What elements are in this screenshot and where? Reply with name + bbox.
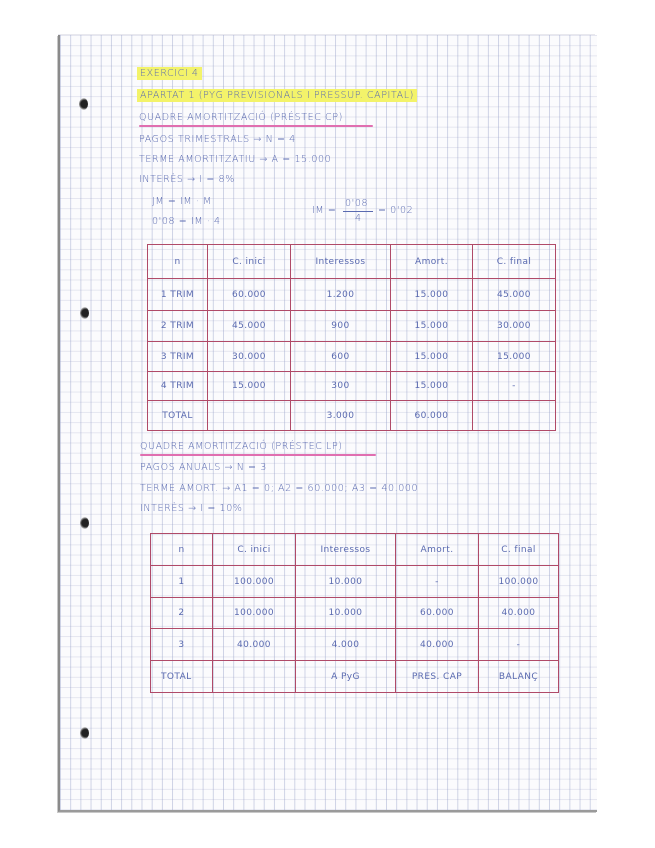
table-cell: 30.000 bbox=[208, 342, 291, 372]
section2-heading: QUADRE AMORTITZACIÓ (PRÉSTEC LP) bbox=[140, 441, 343, 452]
table-cell: 3.000 bbox=[291, 401, 391, 431]
table-cell: 2 TRIM bbox=[148, 311, 208, 342]
exercise-title: EXERCICI 4 bbox=[137, 68, 202, 79]
section1-line-term: TERME AMORTITZATIU → A = 15.000 bbox=[139, 154, 332, 165]
section1-heading-underline bbox=[139, 125, 373, 127]
table-cell: 2 bbox=[151, 598, 213, 629]
table-cell: 100.000 bbox=[479, 566, 559, 598]
section2-line-interest: INTERÈS → I = 10% bbox=[140, 503, 243, 514]
table-cell: TOTAL bbox=[151, 661, 213, 693]
binder-hole-icon bbox=[80, 517, 89, 529]
table-cell: 15.000 bbox=[473, 342, 556, 372]
column-header-amortization: Amort. bbox=[396, 534, 479, 566]
table-cell: - bbox=[479, 629, 559, 661]
table-cell: BALANÇ bbox=[479, 661, 559, 693]
fraction-bar bbox=[343, 211, 373, 212]
table-row bbox=[148, 342, 556, 372]
table-cell: 600 bbox=[291, 342, 391, 372]
table-cell: 60.000 bbox=[396, 598, 479, 629]
column-header-interest: Interessos bbox=[296, 534, 396, 566]
table-cell: 10.000 bbox=[296, 598, 396, 629]
table-cell: 60.000 bbox=[208, 279, 291, 311]
section2-heading-underline bbox=[140, 454, 376, 456]
table-cell: 40.000 bbox=[213, 629, 296, 661]
column-header-n: n bbox=[151, 534, 213, 566]
table-cell bbox=[208, 401, 291, 431]
table-total-row bbox=[151, 661, 559, 693]
section1-heading: QUADRE AMORTITZACIÓ (PRÉSTEC CP) bbox=[139, 112, 343, 123]
table-header-row bbox=[148, 245, 556, 279]
formula-im-result: = 0'02 bbox=[378, 205, 414, 216]
table-row bbox=[148, 372, 556, 401]
section1-line-interest: INTERÈS → I = 8% bbox=[139, 174, 235, 185]
table-cell: 900 bbox=[291, 311, 391, 342]
table-row bbox=[151, 566, 559, 598]
table-cell: 15.000 bbox=[391, 311, 473, 342]
table-cell: 40.000 bbox=[396, 629, 479, 661]
column-header-interest: Interessos bbox=[291, 245, 391, 279]
table-cell: 3 TRIM bbox=[148, 342, 208, 372]
table-cell: 45.000 bbox=[208, 311, 291, 342]
section2-line-payments: PAGOS ANUALS → N = 3 bbox=[140, 462, 267, 473]
table-cell: 3 bbox=[151, 629, 213, 661]
table-row bbox=[148, 279, 556, 311]
table-cell: TOTAL bbox=[148, 401, 208, 431]
table-total-row bbox=[148, 401, 556, 431]
table-cell: 4 TRIM bbox=[148, 372, 208, 401]
table-cell: - bbox=[473, 372, 556, 401]
table-cell: 40.000 bbox=[479, 598, 559, 629]
column-header-final-capital: C. final bbox=[473, 245, 556, 279]
column-header-amortization: Amort. bbox=[391, 245, 473, 279]
table-cell: 1 TRIM bbox=[148, 279, 208, 311]
formula-im-denominator: 4 bbox=[355, 213, 362, 224]
section2-line-term: TERME AMORT. → A1 = 0; A2 = 60.000; A3 = 40.000 bbox=[140, 483, 419, 494]
column-header-n: n bbox=[148, 245, 208, 279]
table-cell: 15.000 bbox=[391, 279, 473, 311]
formula-im-lhs: IM = bbox=[312, 205, 337, 216]
table-cell: - bbox=[396, 566, 479, 598]
amortization-table-long-term bbox=[150, 533, 559, 693]
table-cell: A PyG bbox=[296, 661, 396, 693]
table-cell bbox=[473, 401, 556, 431]
table-cell: PRES. CAP bbox=[396, 661, 479, 693]
table-cell: 45.000 bbox=[473, 279, 556, 311]
binder-hole-icon bbox=[80, 307, 89, 319]
table-cell: 1.200 bbox=[291, 279, 391, 311]
table-cell: 15.000 bbox=[391, 342, 473, 372]
amortization-table-short-term bbox=[147, 244, 556, 431]
table-cell: 15.000 bbox=[208, 372, 291, 401]
section1-line-payments: PAGOS TRIMESTRALS → N = 4 bbox=[139, 134, 296, 145]
exercise-subtitle: APARTAT 1 (PYG PREVISIONALS I PRESSUP. CAPITAL) bbox=[137, 90, 417, 101]
formula-jm: JM = IM · M bbox=[152, 196, 212, 207]
table-row bbox=[148, 311, 556, 342]
column-header-initial-capital: C. inici bbox=[213, 534, 296, 566]
binder-hole-icon bbox=[79, 98, 88, 110]
table-cell: 15.000 bbox=[391, 372, 473, 401]
table-cell: 100.000 bbox=[213, 566, 296, 598]
table-cell: 1 bbox=[151, 566, 213, 598]
table-cell: 30.000 bbox=[473, 311, 556, 342]
table-cell bbox=[213, 661, 296, 693]
table-cell: 60.000 bbox=[391, 401, 473, 431]
formula-im-eq: 0'08 = IM · 4 bbox=[152, 216, 221, 227]
binder-hole-icon bbox=[80, 727, 89, 739]
table-cell: 300 bbox=[291, 372, 391, 401]
table-cell: 10.000 bbox=[296, 566, 396, 598]
table-header-row bbox=[151, 534, 559, 566]
table-cell: 100.000 bbox=[213, 598, 296, 629]
column-header-final-capital: C. final bbox=[479, 534, 559, 566]
table-row bbox=[151, 629, 559, 661]
table-cell: 4.000 bbox=[296, 629, 396, 661]
column-header-initial-capital: C. inici bbox=[208, 245, 291, 279]
table-row bbox=[151, 598, 559, 629]
formula-im-numerator: 0'08 bbox=[345, 198, 369, 209]
